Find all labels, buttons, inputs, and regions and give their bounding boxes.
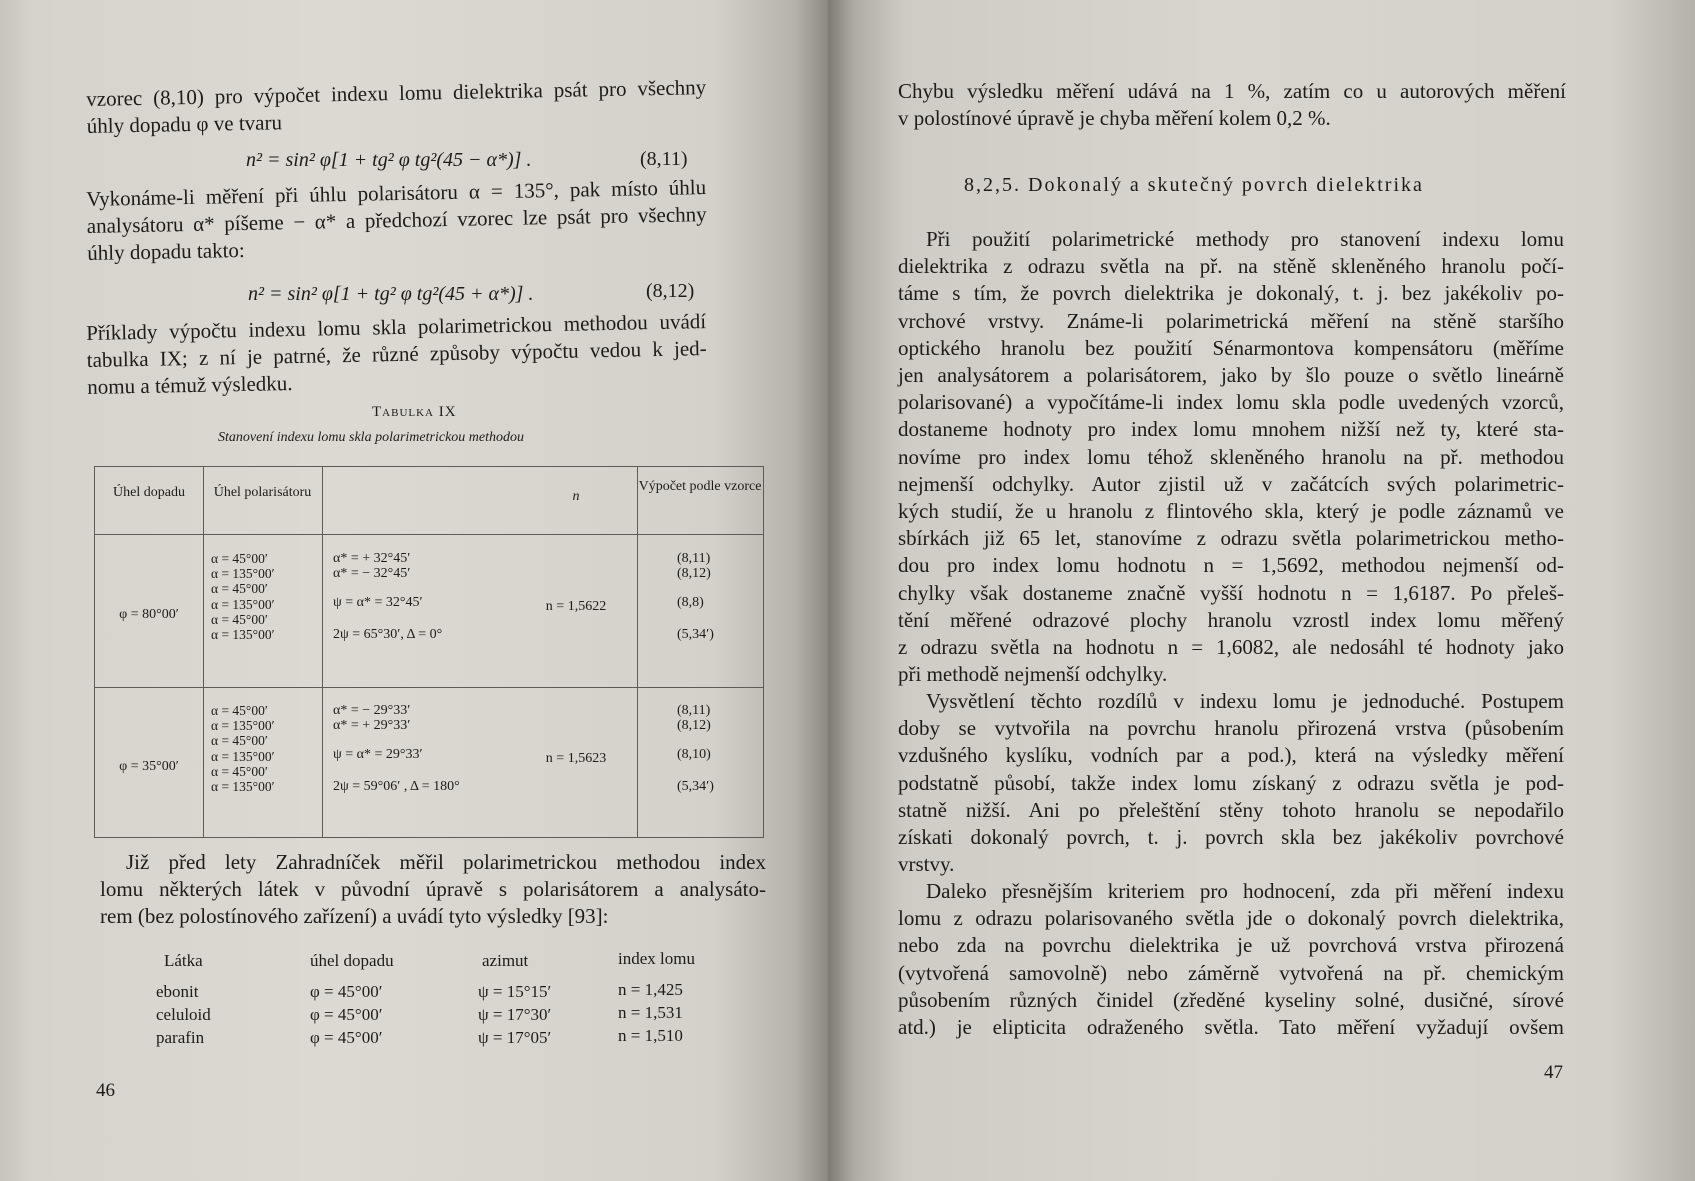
row1-phi: φ = 80°00′ bbox=[119, 607, 179, 622]
text-line: optického hranolu bez použití Sénarmontova kompensátoru (měříme bbox=[898, 335, 1564, 360]
text-line: lomu z odrazu polarisovaného světla jde o dokonalý povrch dielektrika, bbox=[898, 906, 1564, 931]
row2-n: n = 1,5623 bbox=[545, 751, 607, 766]
right-para-2 bbox=[898, 226, 1564, 688]
header-calculation: Výpočet podle vzorce bbox=[638, 479, 762, 494]
text-line: kých studií, že u hranolu z flintového skla, který je podle záznamů ve bbox=[898, 499, 1564, 524]
row1-n: n = 1,5622 bbox=[545, 599, 607, 614]
list-cell: ψ = 17°05′ bbox=[478, 1028, 552, 1047]
right-para-1 bbox=[898, 78, 1566, 132]
text-line: sbírkách již 65 let, stanovíme z odrazu světla polarimetrickou metho- bbox=[898, 526, 1564, 551]
text-line: dou pro index lomu hodnotu n = 1,5692, methodou nejmenší od- bbox=[898, 553, 1564, 578]
left-page bbox=[0, 0, 828, 1181]
alpha-value: α = 135°00′ bbox=[211, 748, 275, 764]
text-line: v polostínové úpravě je chyba měření kolem 0,2 %. bbox=[898, 106, 1331, 131]
row-divider bbox=[95, 534, 763, 535]
equation-number: (8,12) bbox=[646, 280, 695, 302]
list-col-incidence bbox=[310, 949, 394, 1049]
row1-alpha-list bbox=[211, 551, 275, 642]
list-col-substance bbox=[156, 949, 211, 1049]
formula: 2ψ = 65°30′, Δ = 0° bbox=[333, 626, 443, 642]
col-divider bbox=[637, 467, 638, 837]
alpha-value: α = 135°00′ bbox=[211, 596, 275, 612]
list-cell: ψ = 15°15′ bbox=[478, 982, 552, 1001]
row1-formulas bbox=[333, 551, 442, 642]
header-polarizer-angle: Úhel polarisátoru bbox=[213, 485, 312, 500]
list-cell: φ = 45°00′ bbox=[310, 1028, 383, 1047]
calc-ref: (5,34′) bbox=[677, 626, 714, 642]
text-line: z odrazu světla na hodnotu n = 1,6082, ale nedosáhl té hodnoty jako bbox=[898, 635, 1564, 660]
alpha-value: α = 45°00′ bbox=[211, 551, 268, 566]
list-header: Látka bbox=[164, 951, 203, 970]
list-cell: n = 1,425 bbox=[618, 980, 683, 999]
alpha-value: α = 45°00′ bbox=[211, 581, 268, 597]
equation-8-11: n² = sin² φ[1 + tg² φ tg²(45 − α*)] . bbox=[246, 149, 532, 171]
text-line: dielektrika z odrazu světla na př. na stěně skleněného hranolu počí- bbox=[898, 254, 1564, 279]
list-col-azimuth bbox=[478, 949, 551, 1049]
text-line: analysátoru α* píšeme − α* a předchozí vzorec lze psát pro všechny bbox=[86, 202, 707, 239]
text-line: Chybu výsledku měření udává na 1 %, zatím co u autorových měření bbox=[898, 79, 1566, 103]
row-divider bbox=[95, 687, 763, 688]
text-line: nomu a témuž výsledku. bbox=[87, 371, 293, 400]
text-line: při methodě nejmenší odchylky. bbox=[898, 662, 1168, 687]
header-angle-of-incidence: Úhel dopadu bbox=[113, 485, 185, 500]
list-cell: n = 1,510 bbox=[618, 1026, 683, 1045]
right-page bbox=[828, 0, 1695, 1181]
equation-number: (8,11) bbox=[640, 148, 688, 170]
text-line: novíme pro index lomu téhož skleněného hranolu na př. methodou bbox=[898, 444, 1564, 469]
text-line: polarisované) a vypočítáme-li index lomu skla podle uvedených vzorců, bbox=[898, 390, 1564, 415]
alpha-value: α = 135°00′ bbox=[211, 566, 275, 582]
page-number-left: 46 bbox=[96, 1080, 115, 1101]
text-line: podstatně působí, takže index lomu získaný z odrazu světla je pod- bbox=[898, 770, 1564, 795]
right-para-4 bbox=[898, 878, 1564, 1041]
calc-ref: (8,10) bbox=[677, 747, 711, 763]
text-line: nebo zda na povrchu dielektrika je už povrchová vrstva přirozená bbox=[898, 933, 1564, 958]
list-col-index bbox=[618, 947, 695, 1047]
text-line: doby se vytvořila na povrchu hranolu přirozená vrstva (působením bbox=[898, 716, 1564, 741]
text-line: statně nižší. Ani po přeleštění stěny tohoto hranolu se nepodařilo bbox=[898, 797, 1564, 822]
alpha-value: α = 45°00′ bbox=[211, 611, 268, 627]
table-title: Tabulka IX bbox=[372, 404, 457, 420]
text-line: chylky však dostaneme značně vyšší hodnotu n = 1,6187. Po přeleš- bbox=[898, 580, 1564, 605]
list-header: azimut bbox=[482, 951, 529, 970]
list-cell: n = 1,531 bbox=[618, 1003, 683, 1022]
list-cell: celuloid bbox=[156, 1005, 211, 1024]
equation-8-12: n² = sin² φ[1 + tg² φ tg²(45 + α*)] . bbox=[248, 283, 534, 305]
formula: ψ = α* = 32°45′ bbox=[333, 595, 423, 611]
formula: ψ = α* = 29°33′ bbox=[333, 747, 423, 763]
calc-ref: (8,12) bbox=[677, 566, 711, 582]
formula: α* = + 32°45′ bbox=[333, 551, 411, 566]
text-line: jen analysátorem a polarisátorem, jako by šlo pouze o světlo lineárně bbox=[898, 363, 1564, 388]
row2-calc bbox=[677, 703, 714, 794]
section-title: 8,2,5. Dokonalý a skutečný povrch dielektrika bbox=[964, 174, 1424, 196]
text-line: rem (bez polostínového zařízení) a uvádí tyto výsledky [93]: bbox=[100, 904, 609, 929]
list-cell: φ = 45°00′ bbox=[310, 1005, 383, 1024]
formula: α* = − 32°45′ bbox=[333, 566, 411, 582]
list-header: úhel dopadu bbox=[310, 951, 394, 970]
text-line: lomu některých látek v původní úpravě s polarisátorem a analysáto- bbox=[100, 877, 766, 902]
formula: α* = + 29°33′ bbox=[333, 718, 411, 734]
text-line: tabulka IX; z ní je patrné, že různé způsoby výpočtu vedou k jed- bbox=[86, 336, 707, 373]
row2-phi: φ = 35°00′ bbox=[119, 759, 179, 774]
text-line: vrstvy. bbox=[898, 852, 955, 877]
text-line: nejmenší odchylky. Autor zjistil už v začátcích svých polarimetric- bbox=[898, 471, 1564, 496]
col-divider bbox=[203, 467, 204, 837]
table-subtitle: Stanovení indexu lomu skla polarimetrickou methodou bbox=[218, 430, 524, 445]
text-line: Daleko přesnějším kriteriem pro hodnocení, zda při měření indexu bbox=[926, 879, 1564, 903]
left-para-3 bbox=[86, 308, 707, 401]
text-line: získati dokonalý povrch, t. j. povrch skla bez jakékoliv povrchové bbox=[898, 825, 1564, 850]
table-ix bbox=[94, 466, 764, 838]
text-line: atd.) je elipticita odraženého světla. Tato měření vyžadují ovšem bbox=[898, 1015, 1564, 1040]
text-line: vzorec (8,10) pro výpočet indexu lomu dielektrika psát pro všechny bbox=[86, 75, 707, 111]
alpha-value: α = 45°00′ bbox=[211, 703, 268, 718]
left-para-2 bbox=[86, 174, 707, 267]
text-line: Při použití polarimetrické methody pro stanovení indexu lomu bbox=[926, 227, 1564, 251]
list-cell: ebonit bbox=[156, 982, 199, 1001]
list-header: index lomu bbox=[618, 949, 695, 968]
calc-ref: (8,11) bbox=[677, 703, 711, 718]
calc-ref: (8,11) bbox=[677, 551, 711, 566]
calc-ref: (8,8) bbox=[677, 595, 704, 611]
header-n: n bbox=[572, 489, 580, 504]
text-line: Již před lety Zahradníček měřil polarimetrickou methodou index bbox=[126, 850, 766, 874]
text-line: Vysvětlení těchto rozdílů v indexu lomu je jednoduché. Postupem bbox=[926, 689, 1564, 713]
alpha-value: α = 135°00′ bbox=[211, 718, 275, 734]
alpha-value: α = 45°00′ bbox=[211, 763, 268, 779]
text-line: Příklady výpočtu indexu lomu skla polarimetrickou methodou uvádí bbox=[86, 309, 707, 345]
text-line: vzdušného kyslíku, vodních par a pod.), která na výsledky měření bbox=[898, 743, 1564, 768]
list-cell: ψ = 17°30′ bbox=[478, 1005, 552, 1024]
text-line: dostaneme hodnoty pro index lomu mnohem nižší než ty, které sta- bbox=[898, 417, 1564, 442]
text-line: táme s tím, že povrch dielektrika je dokonalý, t. j. bez jakékoliv po- bbox=[898, 281, 1564, 306]
formula: 2ψ = 59°06′ , Δ = 180° bbox=[333, 778, 460, 794]
text-line: vrchové vrstvy. Známe-li polarimetrická měření na stěně staršího bbox=[898, 308, 1564, 333]
left-para-1 bbox=[86, 74, 707, 140]
calc-ref: (5,34′) bbox=[677, 778, 714, 794]
text-line: působením různých činidel (zředěné kyseliny solné, dusičné, sírové bbox=[898, 987, 1564, 1012]
row2-formulas bbox=[333, 703, 460, 794]
row1-calc bbox=[677, 551, 714, 642]
text-line: tění měřené odrazové plochy hranolu vzrostl index lomu měřený bbox=[898, 607, 1564, 632]
text-line: (vytvořená samovolně) nebo záměrně vytvořená na př. chemickým bbox=[898, 960, 1564, 985]
list-cell: φ = 45°00′ bbox=[310, 982, 383, 1001]
alpha-value: α = 135°00′ bbox=[211, 779, 275, 795]
page-number-right: 47 bbox=[1544, 1062, 1563, 1083]
col-divider bbox=[322, 467, 323, 837]
alpha-value: α = 45°00′ bbox=[211, 733, 268, 749]
text-line: úhly dopadu takto: bbox=[87, 238, 245, 266]
row2-alpha-list bbox=[211, 703, 275, 794]
formula: α* = − 29°33′ bbox=[333, 703, 411, 718]
right-para-3 bbox=[898, 688, 1564, 878]
list-cell: parafin bbox=[156, 1028, 205, 1047]
text-line: Vykonáme-li měření při úhlu polarisátoru α = 135°, pak místo úhlu bbox=[86, 175, 707, 211]
left-para-4 bbox=[100, 849, 766, 931]
alpha-value: α = 135°00′ bbox=[211, 627, 275, 643]
text-line: úhly dopadu φ ve tvaru bbox=[86, 110, 283, 139]
calc-ref: (8,12) bbox=[677, 718, 711, 734]
